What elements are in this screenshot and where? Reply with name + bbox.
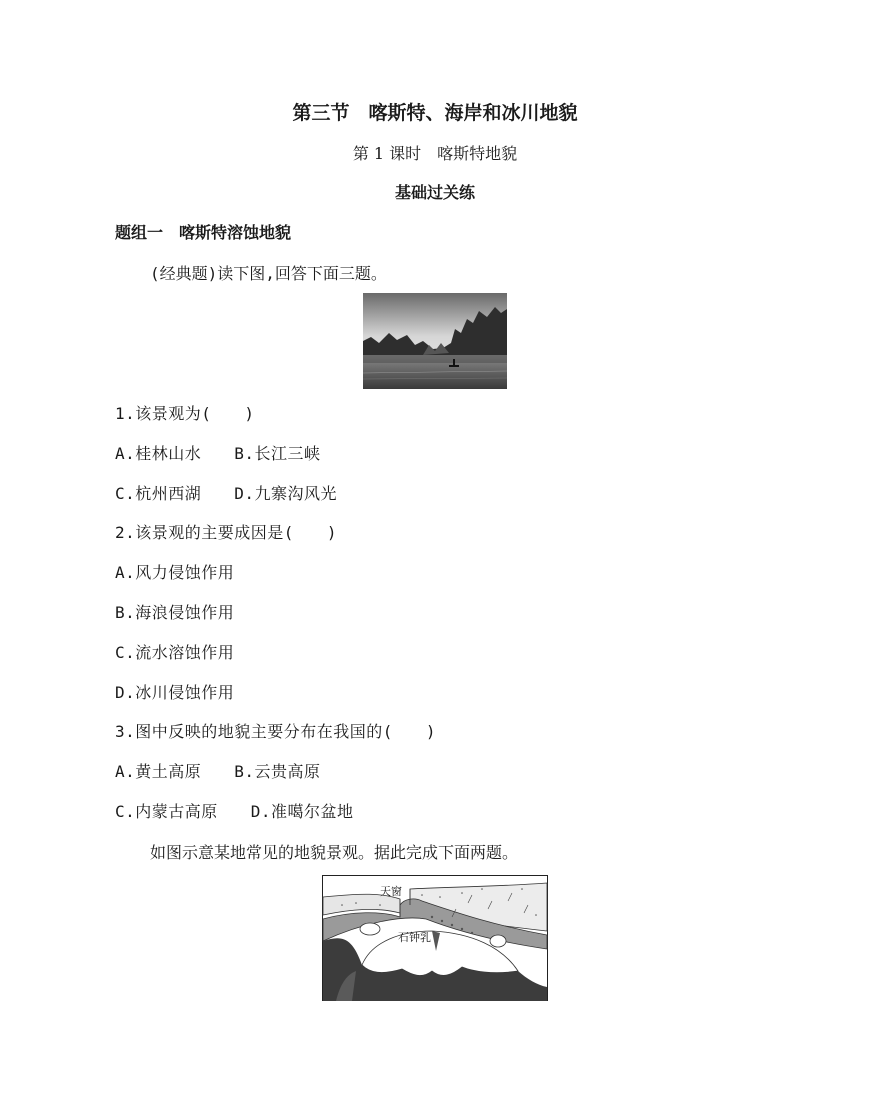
q2-option-a: A.风力侵蚀作用 [115, 563, 235, 582]
q1-options-ab: A.桂林山水 B.长江三峡 [115, 444, 321, 463]
section-title: 第三节 喀斯特、海岸和冰川地貌 [292, 102, 578, 124]
karst-landscape-photo [363, 293, 507, 389]
q3-options-cd: C.内蒙古高原 D.准噶尔盆地 [115, 802, 354, 821]
q2-option-d: D.冰川侵蚀作用 [115, 683, 235, 702]
q1-options-cd: C.杭州西湖 D.九寨沟风光 [115, 484, 338, 503]
q2-stem: 2.该景观的主要成因是( ) [115, 523, 338, 542]
cave-section-diagram [322, 875, 548, 1001]
q2-option-c: C.流水溶蚀作用 [115, 643, 235, 662]
question-intro: (经典题)读下图,回答下面三题。 [150, 264, 387, 283]
group-heading: 题组一 喀斯特溶蚀地貌 [115, 223, 292, 242]
q1-stem: 1.该景观为( ) [115, 404, 255, 423]
q2-option-b: B.海浪侵蚀作用 [115, 603, 235, 622]
skylight-label: 天窗 [380, 886, 402, 898]
stalactite-label: 石钟乳 [398, 932, 431, 944]
q3-stem: 3.图中反映的地貌主要分布在我国的( ) [115, 722, 437, 741]
practice-title: 基础过关练 [394, 183, 475, 202]
diagram-intro: 如图示意某地常见的地貌景观。据此完成下面两题。 [150, 843, 519, 862]
q3-options-ab: A.黄土高原 B.云贵高原 [115, 762, 321, 781]
lesson-title: 第 1 课时 喀斯特地貌 [352, 144, 518, 163]
